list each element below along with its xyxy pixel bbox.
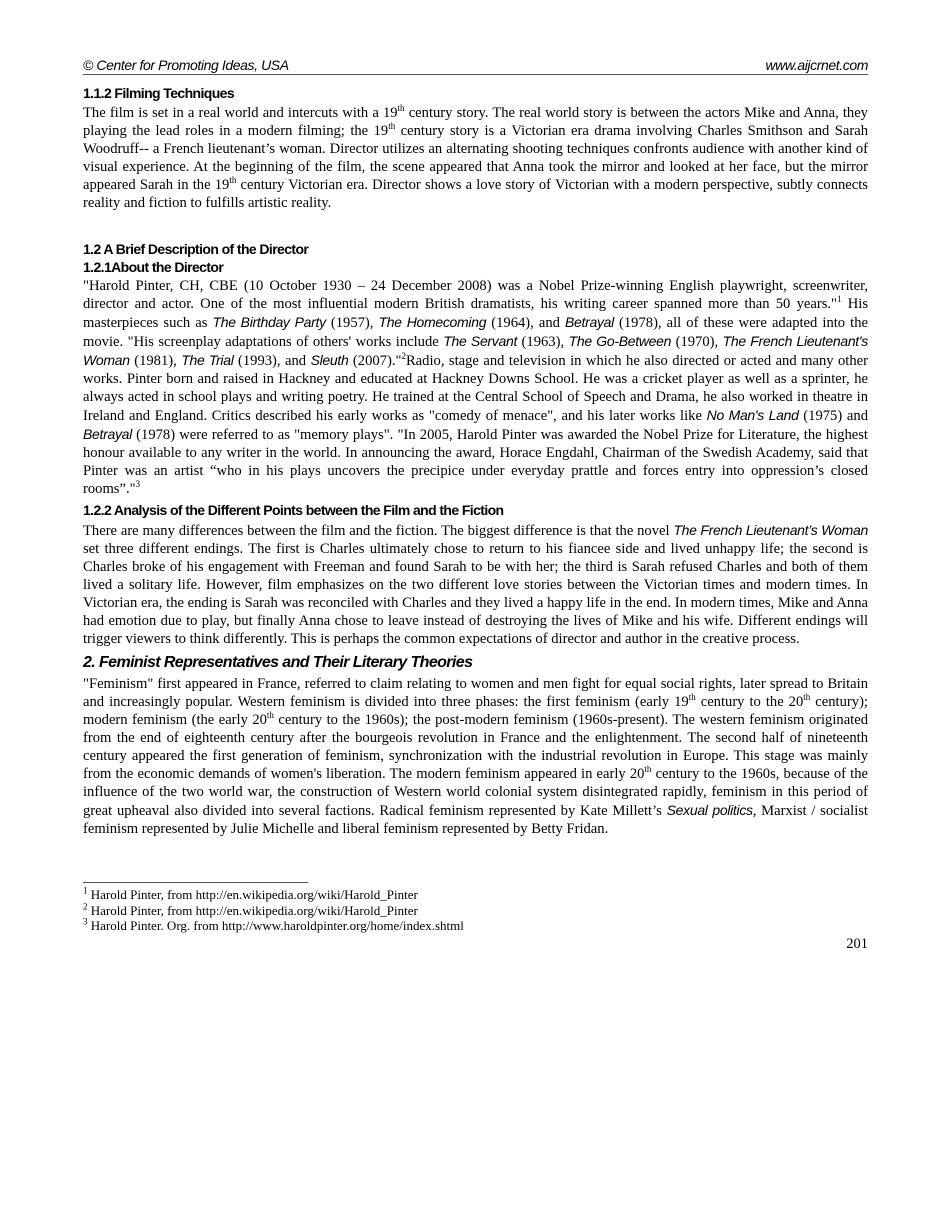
footnote [83, 887, 868, 903]
text-run: Radio, stage and television in which he also directed or acted and many other works. Pinter born and raised in Hackney and educated at Hackney Downs School. He was a cricket player as well as a sprinter, he always acted in school plays and writing poetry. He trained at the Central School of Speech and Drama, he also worked in theatre in Ireland and England. Critics described his early works as "comedy of menace", and his later works like [83, 353, 868, 424]
running-header [83, 57, 868, 75]
italic-title: The French Lieutenant's Woman [83, 333, 868, 368]
text-run: (1957), [325, 315, 379, 331]
text-run: (1978) were referred to as "memory plays". "In 2005, Harold Pinter was awarded the Nobel Prize for Literature, the highest honour available to any writer in the world. In announcing the award, Horace Engdahl, Chairman of the Swedish Academy, said that Pinter was an artist “who in his plays uncovers the precipice under everyday prattle and forces entry into oppression’s closed rooms”." [83, 427, 868, 497]
footnote-number: 1 [83, 885, 88, 896]
paragraph [83, 277, 868, 498]
superscript: th [388, 121, 396, 132]
text-run: century story is a Victorian era drama involving Charles Smithson and Sarah Woodruff-- a French lieutenant’s woman. Director utilizes an alternating shooting techniques confronts audience with another kind of visual experience. At the beginning of the film, the scene appeared that Anna took the mirror and looked at her face, but the mirror appeared Sarah in the 19 [83, 123, 868, 193]
italic-title: The Homecoming [378, 314, 487, 330]
italic-title: The Go-Between [568, 333, 672, 349]
text-run: (1978), all of these were adapted into the movie. "His screenplay adaptations of others' works include [83, 315, 868, 350]
italic-title: The Servant [443, 333, 518, 349]
footnote-divider [83, 882, 308, 883]
text-run: (1970), [671, 334, 723, 350]
journal-url[interactable]: www.aijcrnet.com [765, 57, 868, 73]
text-run: century to the 1960s); the post-modern feminism (1960s-present). The western feminism originated from the end of eighteenth century after the bourgeois revolution in France and the enlightenment. The second half of nineteenth century appeared the first generation of feminism, synchronization with the industrial revolution in Europe. This stage was mainly from the economic demands of women's liberation. The modern feminism appeared in early 20 [83, 712, 869, 782]
italic-title: The Birthday Party [212, 314, 326, 330]
italic-title: Sleuth [310, 352, 349, 368]
italic-title: Betrayal [565, 314, 614, 330]
superscript: 1 [837, 294, 842, 305]
page-number: 201 [846, 935, 868, 952]
section-heading: 1.2 A Brief Description of the Director [83, 241, 309, 257]
text-run: (1981), [129, 353, 182, 369]
text-run: (1964), and [486, 315, 565, 331]
superscript: th [803, 692, 811, 703]
text-run: century Victorian era. Director shows a love story of Victorian with a modern perspective, subtly connects reality and fiction to fulfills artistic reality. [83, 177, 868, 211]
text-run: The film is set in a real world and intercuts with a 19 [83, 105, 398, 121]
text-run: "Feminism" first appeared in France, referred to claim relating to women and men fight for equal social rights, later spread to Britain and increasingly popular. Western feminism is divided into three phases: the first feminism (early 19 [83, 676, 868, 710]
footnote [83, 903, 868, 919]
text-run: century); modern feminism (the early 20 [83, 694, 868, 728]
footnote-number: 3 [83, 916, 88, 927]
superscript: 2 [401, 351, 406, 362]
document-page [83, 57, 868, 953]
text-run: "Harold Pinter, CH, CBE (10 October 1930 – 24 December 2008) was a Nobel Prize-winning English playwright, screenwriter, director and actor. One of the most influential modern British dramatists, his writing career spanned more than 50 years." [83, 278, 868, 312]
text-run: (1975) and [798, 408, 868, 424]
footnote-text: Harold Pinter, from http://en.wikipedia.org/wiki/Harold_Pinter [87, 887, 418, 902]
footnote-text: Harold Pinter. Org. from http://www.haroldpinter.org/home/index.shtml [87, 918, 464, 933]
superscript: th [266, 710, 274, 721]
text-run: set three different endings. The first is Charles ultimately chose to return to his fiancee side and lived unhappy life; the second is Charles broke of his engagement with Freeman and found Sarah to be with her; the third is Sarah refused Charles and both of them lived a solitary life. However, film emphasizes on the two different love stories between the Victorian times and modern times. In Victorian era, the ending is Sarah was reconciled with Charles and they lived a happy life in the end. In modern times, Mike and Anna had emotion due to play, but finally Anna chose to leave instead of destroying the lives of Mike and his wife. Different endings will trigger viewers to think differently. This is perhaps the common expectations of director and author in the creative process. [83, 541, 868, 647]
paragraph [83, 104, 868, 212]
paragraph [83, 521, 868, 648]
italic-title: The Trial [181, 352, 234, 368]
paragraph [83, 675, 868, 838]
section-heading: 1.2.1About the Director [83, 259, 224, 275]
text-run: (1993), and [233, 353, 311, 369]
superscript: th [644, 764, 652, 775]
publisher-name: © Center for Promoting Ideas, USA [83, 57, 289, 73]
text-run: (1963), [517, 334, 569, 350]
footnote [83, 918, 868, 934]
italic-title: Sexual politics [666, 802, 753, 818]
footnotes [83, 887, 868, 934]
italic-title: The French Lieutenant’s Woman [673, 522, 868, 538]
text-run: (2007)." [348, 353, 402, 369]
section-heading: 2. Feminist Representatives and Their Literary Theories [83, 654, 473, 671]
article-body [83, 84, 868, 838]
superscript: 3 [135, 479, 141, 490]
superscript: th [229, 175, 237, 186]
footnote-number: 2 [83, 901, 88, 912]
text-run: century story. The real world story is between the actors Mike and Anna, they playing the lead roles in a modern filming; the 19 [83, 105, 868, 139]
superscript: th [397, 103, 405, 114]
text-run: century to the 1960s, because of the influence of the two world war, the construction of Western world colonial system disintegrated rapidly, feminism in this period of great upheaval also divided into several factions. Radical feminism represented by Kate Millett’s [83, 766, 868, 819]
footnote-text: Harold Pinter, from http://en.wikipedia.org/wiki/Harold_Pinter [87, 902, 418, 918]
section-heading: 1.2.2 Analysis of the Different Points between the Film and the Fiction [83, 502, 504, 518]
superscript: th [688, 692, 696, 703]
text-run: century to the 20 [695, 694, 804, 710]
text-run: , Marxist / socialist feminism represented by Julie Michelle and liberal feminism represented by Betty Fridan. [83, 803, 868, 837]
italic-title: Betrayal [83, 426, 132, 442]
text-run: His masterpieces such as [83, 296, 869, 331]
text-run: There are many differences between the film and the fiction. The biggest difference is that the novel [83, 523, 674, 539]
section-heading: 1.1.2 Filming Techniques [83, 85, 235, 101]
italic-title: No Man's Land [706, 407, 799, 423]
